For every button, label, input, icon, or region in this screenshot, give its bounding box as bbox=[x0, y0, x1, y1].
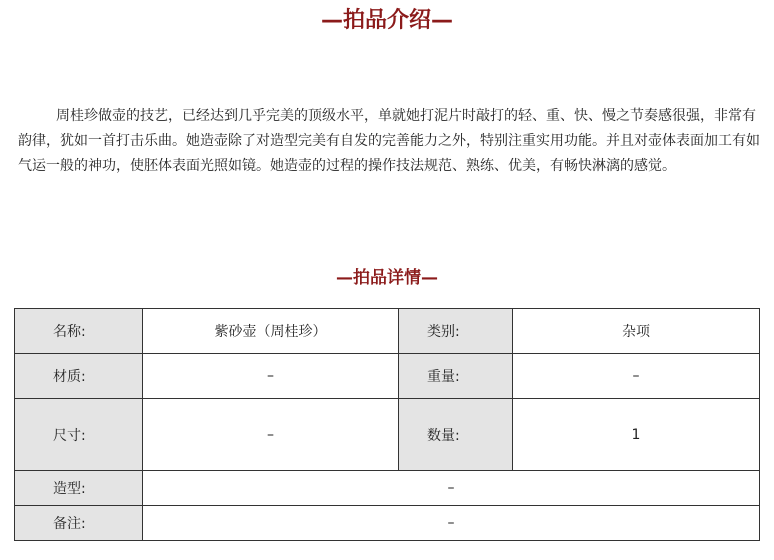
size-value: – bbox=[143, 399, 399, 471]
name-label: 名称: bbox=[15, 309, 143, 354]
remarks-value: – bbox=[143, 506, 760, 541]
material-label: 材质: bbox=[15, 354, 143, 399]
remarks-label: 备注: bbox=[15, 506, 143, 541]
quantity-label: 数量: bbox=[399, 399, 513, 471]
weight-label: 重量: bbox=[399, 354, 513, 399]
size-label: 尺寸: bbox=[15, 399, 143, 471]
material-value: – bbox=[143, 354, 399, 399]
table-row bbox=[15, 399, 760, 471]
details-section-title: —拍品详情— bbox=[336, 268, 438, 288]
table-row bbox=[15, 354, 760, 399]
table-row bbox=[15, 506, 760, 541]
category-value: 杂项 bbox=[513, 309, 760, 354]
quantity-value: 1 bbox=[513, 399, 760, 471]
intro-section-title: —拍品介绍— bbox=[320, 8, 453, 33]
shape-label: 造型: bbox=[15, 471, 143, 506]
weight-value: – bbox=[513, 354, 760, 399]
table-row bbox=[15, 309, 760, 354]
intro-paragraph: 周桂珍做壶的技艺，已经达到几乎完美的顶级水平，单就她打泥片时敲打的轻、重、快、慢之节奏感很强，非常有韵律，犹如一首打击乐曲。她造壶除了对造型完美有自发的完善能力之外，特别注重实用功能。并且对壶体表面加工有如气运一般的神功，使胚体表面光照如镜。她造壶的过程的操作技法规范、熟练、优美，有畅快淋漓的感觉。 bbox=[18, 108, 760, 174]
category-label: 类别: bbox=[399, 309, 513, 354]
details-table bbox=[14, 308, 760, 541]
shape-value: – bbox=[143, 471, 760, 506]
table-row bbox=[15, 471, 760, 506]
name-value: 紫砂壶（周桂珍） bbox=[143, 309, 399, 354]
